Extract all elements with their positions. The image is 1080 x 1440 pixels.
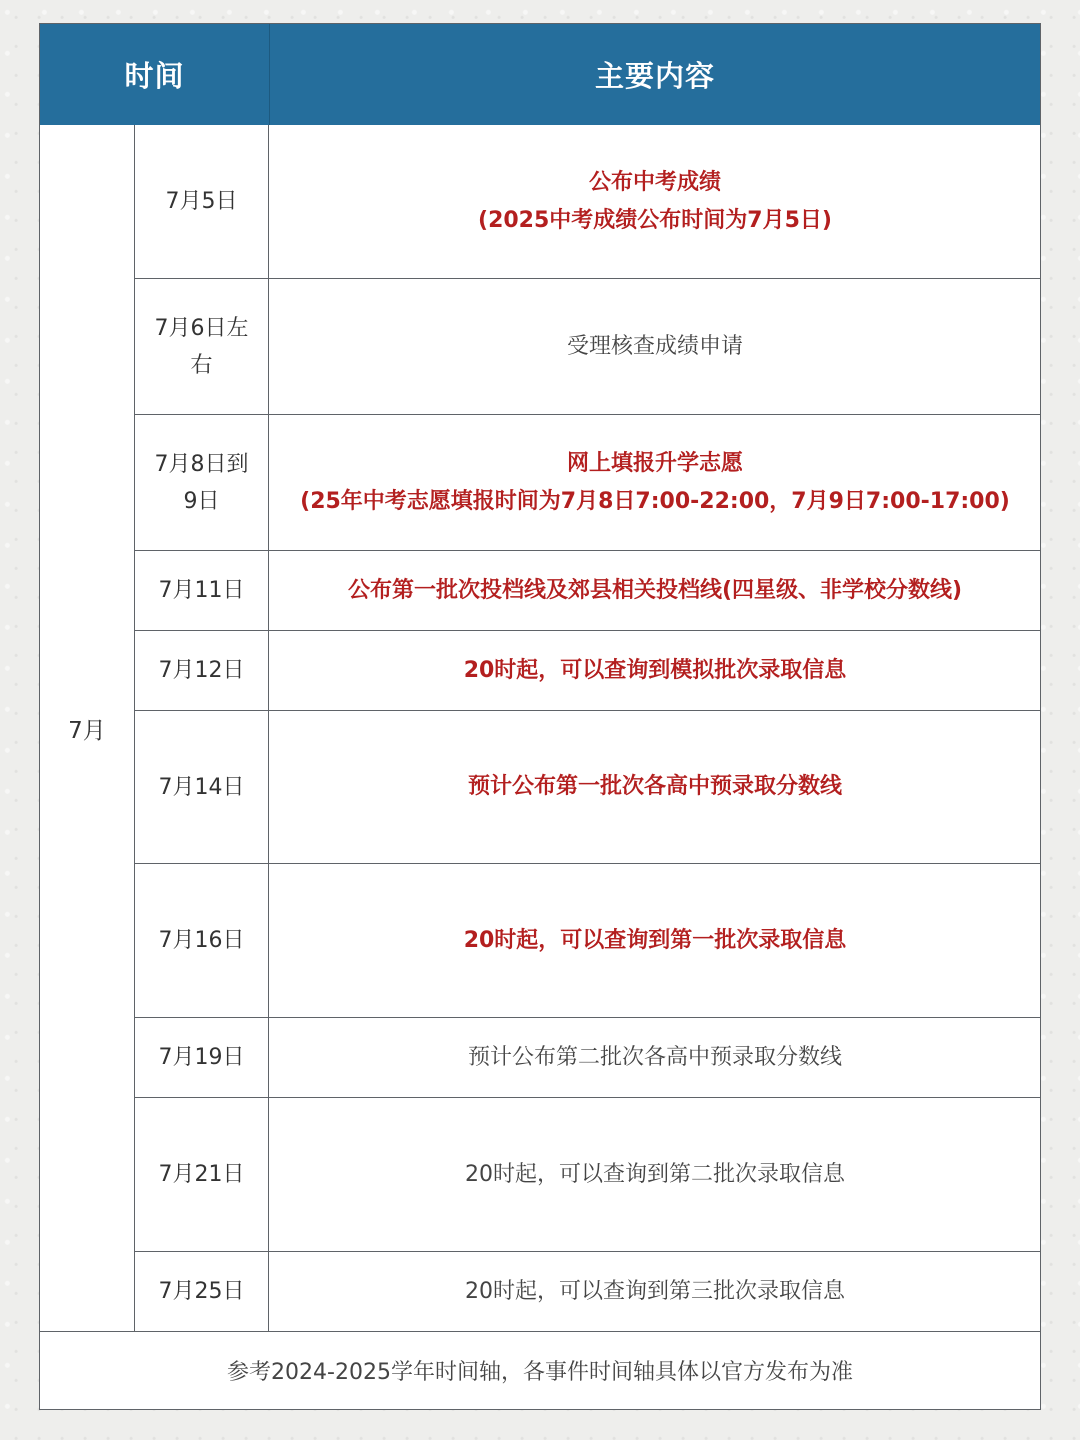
schedule-table — [39, 23, 1041, 1410]
date-cell: 7月21日 — [135, 1098, 269, 1251]
date-cell: 7月5日 — [135, 125, 269, 278]
date-cell: 7月6日左右 — [135, 279, 269, 414]
date-cell: 7月16日 — [135, 864, 269, 1017]
content-line: 20时起，可以查询到第三批次录取信息 — [465, 1278, 845, 1304]
content-cell — [269, 551, 1041, 630]
content-line: (25年中考志愿填报时间为7月8日7:00-22:00，7月9日7:00-17:00) — [300, 488, 1010, 514]
content-cell — [269, 415, 1041, 550]
table-row — [135, 863, 1041, 1017]
date-cell: 7月25日 — [135, 1252, 269, 1331]
content-cell — [269, 864, 1041, 1017]
content-line: 预计公布第一批次各高中预录取分数线 — [467, 774, 842, 799]
table-row — [135, 1097, 1041, 1251]
content-line: (2025中考成绩公布时间为7月5日) — [478, 207, 832, 233]
content-cell — [269, 125, 1041, 278]
content-cell — [269, 1018, 1041, 1097]
content-cell — [269, 631, 1041, 710]
footer-note: 参考2024-2025学年时间轴，各事件时间轴具体以官方发布为准 — [40, 1331, 1040, 1409]
date-cell: 7月19日 — [135, 1018, 269, 1097]
content-cell — [269, 1252, 1041, 1331]
content-line: 20时起，可以查询到第二批次录取信息 — [465, 1161, 845, 1187]
header-time: 时间 — [40, 24, 270, 125]
content-line: 公布中考成绩 — [588, 169, 721, 195]
content-line: 网上填报升学志愿 — [566, 450, 743, 476]
table-row — [135, 1017, 1041, 1097]
date-cell: 7月11日 — [135, 551, 269, 630]
content-cell — [269, 279, 1041, 414]
month-cell: 7月 — [40, 125, 135, 1331]
content-line: 公布第一批次投档线及郊县相关投档线(四星级、非学校分数线) — [347, 577, 963, 603]
content-cell — [269, 1098, 1041, 1251]
table-row — [135, 630, 1041, 710]
content-line: 预计公布第二批次各高中预录取分数线 — [467, 1044, 842, 1070]
content-cell — [269, 711, 1041, 863]
table-row — [135, 125, 1041, 278]
content-line: 20时起，可以查询到模拟批次录取信息 — [463, 657, 847, 683]
table-row — [135, 278, 1041, 414]
table-row — [135, 710, 1041, 863]
date-cell: 7月8日到9日 — [135, 415, 269, 550]
table-row — [135, 414, 1041, 550]
header-content: 主要内容 — [594, 59, 715, 93]
content-line: 受理核查成绩申请 — [566, 333, 743, 359]
table-row — [135, 550, 1041, 630]
table-row — [135, 1251, 1041, 1331]
content-line: 20时起，可以查询到第一批次录取信息 — [463, 927, 847, 953]
date-cell: 7月14日 — [135, 711, 269, 863]
date-cell: 7月12日 — [135, 631, 269, 710]
table-header — [40, 24, 1040, 125]
